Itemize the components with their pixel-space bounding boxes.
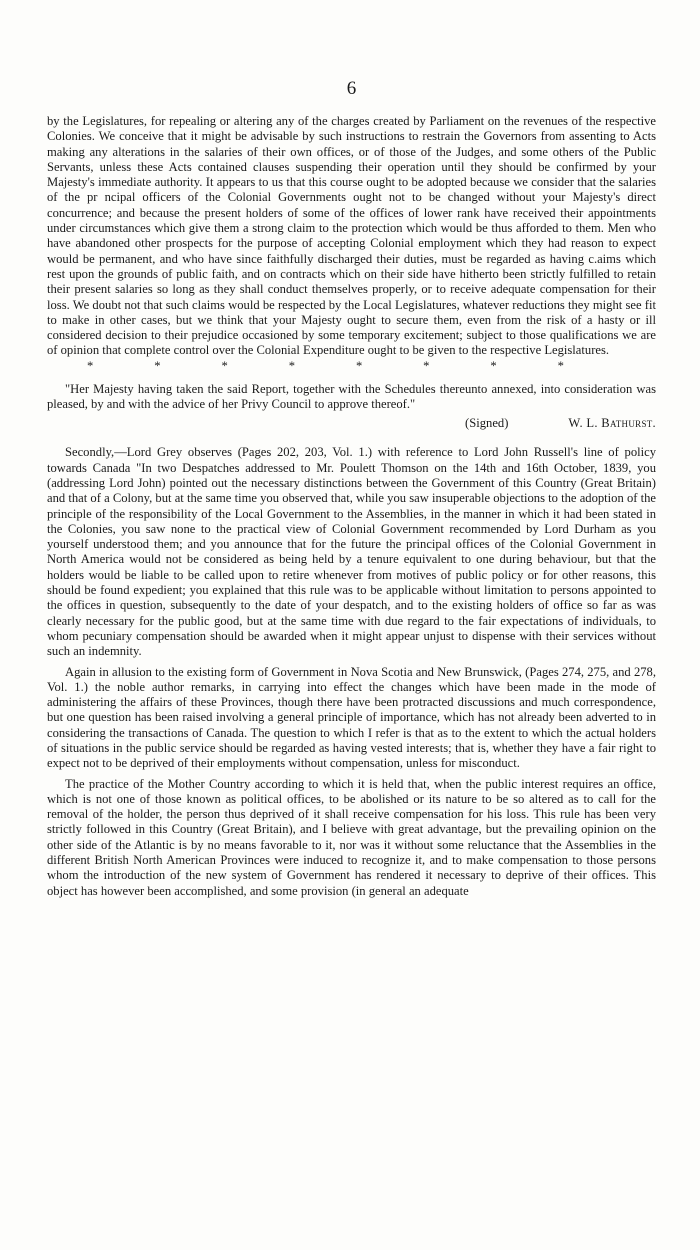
asterisk: * bbox=[423, 358, 430, 373]
asterisk: * bbox=[355, 358, 363, 373]
paragraph-mother-country-practice: The practice of the Mother Country according to which it is held that, when the public interest requires an office, which is not one of those known as political offices, to be abolished or its nature to be so altered as to call for the removal of the holder, the person thus deprived of it shall receive compensation for his loss. This rule has been very strictly followed in this Country (Great Britain), and I believe with great advantage, but the prevailing opinion on the other side of the Atlantic is by no means favorable to it, nor was it without some reluctance that the Assemblies in the different British North American Provinces were induced to recognize it, and to make compensation to those persons whom the introduction of the new system of Government has rendered it necessary to deprive of their offices. This object has however been accomplished, and some provision (in general an adequate bbox=[47, 776, 656, 898]
asterisk: * bbox=[221, 358, 228, 373]
paragraph-secondly-lord-grey: Secondly,—Lord Grey observes (Pages 202, 203, Vol. 1.) with reference to Lord John Russell's line of policy towards Canada "In two Despatches addressed to Mr. Poulett Thomson on the 14th and 16th October, 1839, you (addressing Lord John) pointed out the necessary distinctions between the Government of this Country (Great Britain) and that of a Colony, but at the same time you observed that, while you saw insuperable objections to the adoption of the principle of the responsibility of the Local Government to the Assemblies, in the manner in which it had been stated in the Colonies, you saw none to the practical view of Colonial Government recommended by Lord Durham as you yourself understood them; and you announce that for the future the principal offices of the Colonial Government in North America would not be considered as being held by a tenure equivalent to one during behaviour, but that the holders would be liable to be called upon to retire whenever from motives of public policy or for other reasons, this should be found expedient; you explained that this rule was to be applicable without limitation to persons appointed to the offices in question, subsequently to the date of your despatch, and to the existing holders of office so far as was clearly necessary for the public good, but at the same time with due regard to the fair expectations of individuals, to whom pecuniary compensation should be awarded when it might appear unjust to dispense with their services without such an indemnity. bbox=[47, 445, 656, 659]
asterisk: * bbox=[490, 358, 497, 373]
signatory-name: W. L. Bathurst. bbox=[568, 416, 656, 431]
asterisk: * bbox=[154, 358, 161, 373]
paragraph-privy-council-approval: "Her Majesty having taken the said Report, together with the Schedules thereunto annexed, into consideration was pleased, by and with the advice of her Privy Council to approve thereof." bbox=[47, 381, 656, 412]
paragraph-report-excerpt: by the Legislatures, for repealing or altering any of the charges created by Parliament on the revenues of the respective Colonies. We conceive that it might be advisable by such instructions to restrain the Governors from assenting to Acts making any alterations in the salaries of their own offices, or of those of the Judges, and some others of the Public Servants, unless these Acts contained clauses suspending their operation until they should be confirmed by your Majesty's immediate authority. It appears to us that this course ought to be adopted because we consider that the salaries of the pr ncipal officers of the Colonial Governments ought not to be changed without your Majesty's direct concurrence; and because the present holders of some of the offices of lower rank have received their appointments under circumstances which give them a strong claim to the protection which would be thus afforded to them. Men who have abandoned other prospects for the purpose of accepting Colonial employment which they had reason to expect would be permanent, and who have since faithfully discharged their duties, must be regarded as having c.aims which rest upon the grounds of public faith, and on contracts which on their side have hitherto been strictly fulfilled to retain their present salaries so long as they shall conduct themselves properly, or to receive adequate compensation for their loss. We doubt not that such claims would be respected by the Local Legislatures, whatever reductions they might see fit to make in other cases, but we think that your Majesty ought to secure them, even from the risk of a hasty or ill considered decision to their prejudice occasioned by some temporary excitement; subject to those qualifications we are of opinion that complete control over the Colonial Expenditure ought to be given to the respective Legislatures. bbox=[47, 114, 656, 358]
asterisk: * bbox=[557, 358, 564, 373]
signed-label: (Signed) bbox=[465, 416, 509, 431]
asterisk: * bbox=[288, 358, 295, 373]
paragraph-nova-scotia: Again in allusion to the existing form of Government in Nova Scotia and New Brunswick, (Pages 274, 275, and 278, Vol. 1.) the noble author remarks, in carrying into effect the changes which have been made in the mode of administering the affairs of these Provinces, though there have been protracted discussions and much correspondence, but one question has been raised involving a general principle of importance, which has not already been adverted to in considering the transactions of Canada. The question to which I refer is that as to the extent to which the actual holders of situations in the public service should be regarded as having vested interests; that is, whether they have a fair right to expect not to be deprived of their employments without compensation, unless for misconduct. bbox=[47, 664, 656, 771]
page-number: 6 bbox=[346, 78, 357, 99]
signature-line bbox=[47, 416, 656, 431]
asterism-divider bbox=[47, 359, 656, 374]
asterisk: * bbox=[87, 358, 94, 373]
